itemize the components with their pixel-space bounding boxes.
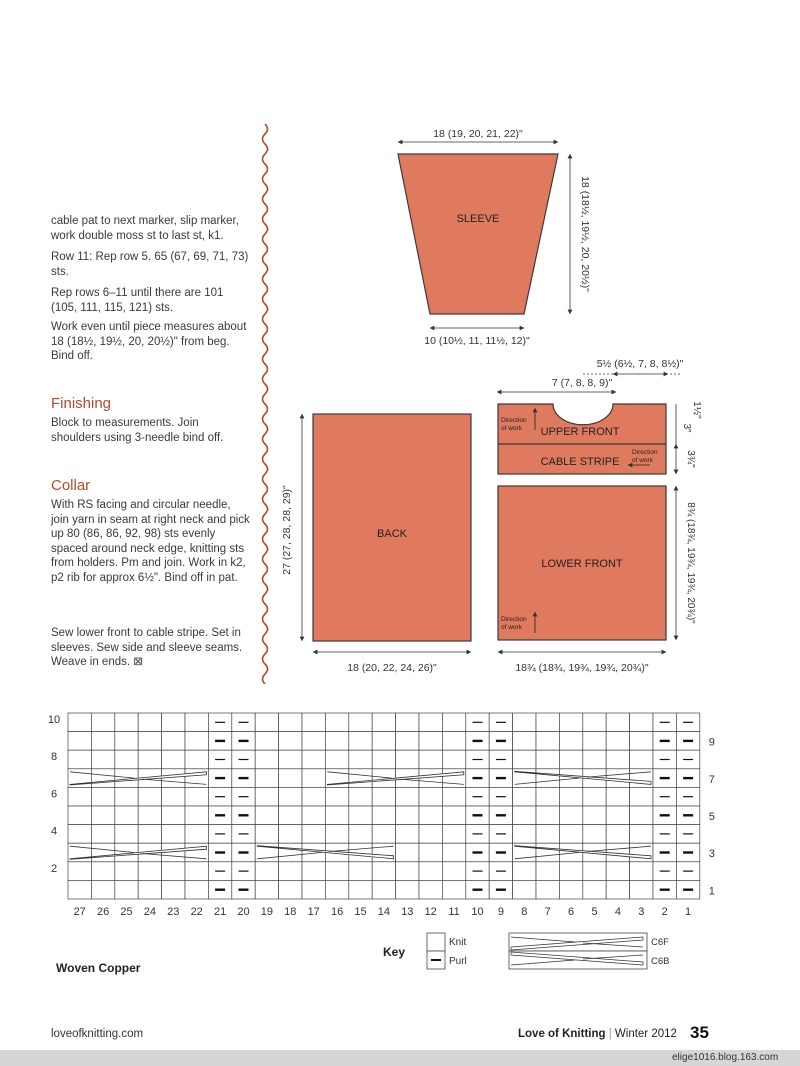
chart-cell	[115, 806, 138, 825]
column-number: 5	[591, 906, 598, 918]
dim-3-75: 3¾"	[685, 450, 696, 468]
chart-cell	[349, 750, 372, 769]
key-legend	[425, 931, 675, 973]
chart-cell	[513, 713, 536, 732]
chart-cell	[302, 880, 325, 899]
chart-cell	[396, 713, 419, 732]
chart-cell	[68, 750, 91, 769]
chart-cell	[513, 806, 536, 825]
row-number-right: 9	[708, 736, 715, 749]
chart-cell	[583, 732, 606, 751]
chart-cell	[606, 806, 629, 825]
column-number: 12	[424, 906, 437, 918]
chart-cell	[255, 713, 278, 732]
chart-cell	[185, 750, 208, 769]
chart-cell	[559, 713, 582, 732]
chart-cell	[442, 750, 465, 769]
chart-cell	[162, 713, 185, 732]
chart-cell	[372, 825, 395, 844]
column-number: 2	[661, 906, 668, 918]
chart-cell	[185, 713, 208, 732]
chart-cell	[419, 843, 442, 862]
key-knit: Knit	[449, 937, 467, 948]
column-number: 6	[568, 906, 575, 918]
watermark: elige1016.blog.163.com	[672, 1052, 779, 1063]
chart-cell	[442, 787, 465, 806]
chart-cell	[372, 713, 395, 732]
chart-cell	[162, 732, 185, 751]
chart-cell	[536, 750, 559, 769]
cable-stripe-label: CABLE STRIPE	[540, 456, 620, 468]
chart-cell	[255, 750, 278, 769]
chart-cell	[325, 787, 348, 806]
chart-cell	[138, 825, 161, 844]
chart-cell	[372, 787, 395, 806]
chart-cell	[583, 806, 606, 825]
chart-cell	[583, 825, 606, 844]
column-number: 21	[213, 906, 227, 918]
chart-cell	[396, 862, 419, 881]
chart-cell	[536, 880, 559, 899]
instructions-para-2: Row 11: Rep row 5. 65 (67, 69, 71, 73) sts.	[51, 251, 249, 278]
lower-front-direction: Direction of work	[501, 616, 527, 631]
row-number-left: 8	[50, 751, 58, 764]
row-number-left: 6	[50, 788, 58, 801]
chart-cell	[630, 862, 653, 881]
dim-1-5: 1½"	[691, 401, 702, 419]
chart-cell	[162, 862, 185, 881]
chart-cell	[583, 713, 606, 732]
chart-cell	[255, 806, 278, 825]
chart-cell	[279, 880, 302, 899]
chart-cell	[162, 880, 185, 899]
chart-cell	[138, 880, 161, 899]
chart-cell	[279, 713, 302, 732]
chart-cell	[91, 787, 114, 806]
sleeve-piece	[398, 154, 558, 314]
chart-cell	[536, 862, 559, 881]
chart-cell	[255, 787, 278, 806]
chart-cell	[115, 862, 138, 881]
chart-cell	[115, 787, 138, 806]
chart-cell	[279, 843, 302, 862]
key-purl: Purl	[449, 956, 467, 967]
column-number: 11	[448, 906, 460, 918]
chart-cell	[419, 862, 442, 881]
chart-cell	[442, 843, 465, 862]
chart-cell	[630, 806, 653, 825]
column-number: 3	[638, 906, 645, 918]
chart-cell	[68, 732, 91, 751]
sleeve-label: SLEEVE	[456, 213, 500, 225]
chart-cell	[419, 787, 442, 806]
schematic	[270, 120, 800, 685]
shoulder-dim: 7 (7, 8, 8, 9)"	[551, 377, 613, 389]
key-c6b: C6B	[651, 956, 670, 967]
chart-cell	[255, 825, 278, 844]
chart-cell	[91, 732, 114, 751]
chart-cell	[372, 862, 395, 881]
chart-cell	[559, 862, 582, 881]
chart-cell	[442, 862, 465, 881]
chart-cell	[325, 880, 348, 899]
column-number: 26	[96, 906, 110, 918]
chart-cell	[513, 787, 536, 806]
chart-cell	[442, 732, 465, 751]
chart-cell	[442, 825, 465, 844]
column-number: 15	[354, 906, 367, 918]
chart-cell	[115, 750, 138, 769]
chart-cell	[138, 732, 161, 751]
chart-cell	[91, 806, 114, 825]
column-number: 23	[167, 906, 180, 918]
back-label: BACK	[377, 528, 407, 540]
chart-cell	[91, 769, 114, 788]
chart-cell	[349, 732, 372, 751]
chart-cell	[536, 806, 559, 825]
lower-front-height-dim: 8¾ (18¾, 19¾, 19¾, 20¾)"	[685, 502, 696, 624]
chart-cell	[162, 787, 185, 806]
column-number: 13	[401, 906, 414, 918]
chart-cell	[279, 787, 302, 806]
sleeve-side-dim: 18 (18½, 19½, 20, 20½)"	[579, 176, 591, 292]
row-number-left: 10	[47, 714, 61, 726]
column-number: 24	[143, 906, 157, 918]
column-number: 10	[471, 906, 484, 918]
chart-cell	[279, 825, 302, 844]
chart-cell	[325, 862, 348, 881]
chart-cell	[606, 825, 629, 844]
chart-cell	[513, 825, 536, 844]
chart-cell	[325, 806, 348, 825]
row-number-right: 3	[708, 848, 715, 861]
chart-cell	[583, 880, 606, 899]
chart-cell	[536, 843, 559, 862]
chart-cell	[185, 825, 208, 844]
chart-cell	[68, 806, 91, 825]
column-number: 22	[190, 906, 203, 918]
chart-cell	[138, 806, 161, 825]
chart-cell	[442, 880, 465, 899]
chart-cell	[91, 880, 114, 899]
upper-front-label: UPPER FRONT	[540, 426, 620, 438]
chart-cell	[536, 769, 559, 788]
chart-cell	[606, 750, 629, 769]
column-number: 18	[284, 906, 297, 918]
chart-cell	[372, 806, 395, 825]
row-number-right: 1	[708, 885, 715, 898]
chart-cell	[372, 880, 395, 899]
key-c6f: C6F	[651, 937, 669, 948]
chart-cell	[559, 825, 582, 844]
key-title: Key	[383, 945, 406, 959]
chart-cell	[419, 806, 442, 825]
chart-cell	[255, 880, 278, 899]
chart-cell	[255, 732, 278, 751]
chart-cell	[630, 750, 653, 769]
chart-cell	[606, 880, 629, 899]
chart-cell	[396, 732, 419, 751]
chart-cell	[513, 862, 536, 881]
chart-cell	[630, 713, 653, 732]
chart-cell	[630, 825, 653, 844]
chart-cell	[279, 732, 302, 751]
chart-cell	[536, 825, 559, 844]
chart-cell	[349, 862, 372, 881]
finishing-text: Block to measurements. Join shoulders using 3-needle bind off.	[51, 417, 224, 444]
footer-credit: Love of Knitting | Winter 2012	[518, 1028, 677, 1040]
footer-issue: Winter 2012	[614, 1028, 677, 1040]
chart-cell	[325, 732, 348, 751]
chart-cell	[536, 713, 559, 732]
chart-cell	[349, 806, 372, 825]
chart-cell	[68, 880, 91, 899]
column-number: 20	[237, 906, 250, 918]
dim-3: 3"	[681, 423, 692, 433]
chart-cell	[442, 713, 465, 732]
row-number-left: 2	[50, 862, 58, 875]
chart-cell	[396, 787, 419, 806]
chart-cell	[396, 806, 419, 825]
chart-cell	[279, 769, 302, 788]
row-number-left: 4	[50, 825, 58, 838]
knitting-chart	[40, 705, 740, 920]
chart-cell	[372, 750, 395, 769]
chart-cell	[325, 750, 348, 769]
chart-cell	[115, 732, 138, 751]
chart-cell	[185, 787, 208, 806]
instructions-para-4: Work even until piece measures about 18 (18½, 19½, 20, 20½)" from beg. Bind off.	[51, 321, 247, 362]
chart-cell	[630, 787, 653, 806]
chart-cell	[372, 732, 395, 751]
column-number: 8	[521, 906, 528, 918]
footer-magazine: Love of Knitting	[518, 1028, 606, 1040]
chart-cell	[583, 862, 606, 881]
chart-cell	[630, 732, 653, 751]
chart-cell	[442, 806, 465, 825]
chart-cell	[138, 713, 161, 732]
chart-cell	[138, 862, 161, 881]
chart-cell	[91, 843, 114, 862]
column-number: 7	[544, 906, 551, 918]
back-height-dim: 27 (27, 28, 28, 29)"	[281, 485, 293, 575]
chart-cell	[91, 825, 114, 844]
chart-cell	[559, 880, 582, 899]
column-number: 27	[73, 906, 86, 918]
chart-cell	[162, 750, 185, 769]
chart-cell	[559, 806, 582, 825]
chart-cell	[115, 880, 138, 899]
chart-cell	[419, 825, 442, 844]
instructions-para-3: Rep rows 6–11 until there are 101 (105, 111, 115, 121) sts.	[51, 287, 224, 314]
chart-cell	[68, 825, 91, 844]
chart-cell	[559, 787, 582, 806]
chart-cell	[302, 825, 325, 844]
chart-cell	[513, 732, 536, 751]
chart-cell	[185, 862, 208, 881]
chart-cell	[419, 750, 442, 769]
chart-cell	[302, 806, 325, 825]
column-number: 4	[614, 906, 621, 918]
row-number-right: 7	[708, 773, 715, 786]
chart-cell	[279, 750, 302, 769]
chart-cell	[396, 880, 419, 899]
chart-cell	[396, 750, 419, 769]
final-text: Sew lower front to cable stripe. Set in sleeves. Sew side and sleeve seams. Weave in ends. ⊠	[51, 627, 243, 668]
collar-heading: Collar	[51, 477, 91, 494]
chart-cell	[162, 806, 185, 825]
chart-cell	[419, 880, 442, 899]
chart-cell	[91, 862, 114, 881]
chart-cell	[349, 787, 372, 806]
column-number: 16	[330, 906, 344, 918]
back-width-dim: 18 (20, 22, 24, 26)"	[347, 662, 437, 674]
chart-cell	[325, 825, 348, 844]
chart-cell	[396, 843, 419, 862]
chart-cell	[91, 750, 114, 769]
chart-cell	[279, 862, 302, 881]
chart-cell	[302, 750, 325, 769]
chart-cell	[279, 806, 302, 825]
chart-cell	[325, 713, 348, 732]
chart-cell	[419, 713, 442, 732]
chart-cell	[583, 787, 606, 806]
neck-dim: 5½ (6½, 7, 8, 8½)"	[596, 358, 684, 370]
chart-cell	[115, 825, 138, 844]
chart-cell	[349, 825, 372, 844]
upper-front-piece	[498, 404, 666, 444]
chart-cell	[302, 787, 325, 806]
footer-website: loveofknitting.com	[51, 1028, 144, 1040]
chart-cell	[419, 732, 442, 751]
chart-cell	[138, 750, 161, 769]
column-number: 14	[377, 906, 391, 918]
sleeve-top-dim: 18 (19, 20, 21, 22)"	[433, 128, 523, 140]
chart-cell	[349, 713, 372, 732]
chart-cell	[606, 862, 629, 881]
chart-cell	[138, 787, 161, 806]
chart-cell	[583, 750, 606, 769]
chart-cell	[302, 769, 325, 788]
finishing-heading: Finishing	[51, 395, 112, 412]
column-number: 19	[260, 906, 274, 918]
chart-cell	[68, 862, 91, 881]
chart-cell	[185, 732, 208, 751]
chart-cell	[559, 750, 582, 769]
chart-cell	[68, 787, 91, 806]
upper-front-direction: Direction of work	[501, 417, 527, 432]
chart-cell	[559, 732, 582, 751]
row-number-right: 5	[708, 811, 715, 823]
chart-cell	[302, 862, 325, 881]
chart-cell	[68, 713, 91, 732]
chart-cell	[162, 825, 185, 844]
chart-cell	[396, 825, 419, 844]
chart-cell	[536, 732, 559, 751]
lower-front-label: LOWER FRONT	[541, 558, 623, 570]
chart-cell	[185, 880, 208, 899]
chart-cell	[349, 769, 372, 788]
chart-cell	[536, 787, 559, 806]
chart-cell	[255, 862, 278, 881]
lower-front-width-dim: 18¾ (18¾, 19¾, 19¾, 20¾)"	[515, 662, 649, 674]
column-number: 9	[497, 906, 504, 918]
chart-cell	[606, 787, 629, 806]
instructions-para-1: cable pat to next marker, slip marker, work double moss st to last st, k1.	[51, 215, 239, 242]
column-number: 17	[307, 906, 320, 918]
chart-cell	[302, 732, 325, 751]
chart-cell	[606, 732, 629, 751]
collar-text: With RS facing and circular needle, join yarn in seam at right neck and pick up 80 (86, 86, 92, 98) sts evenly spaced around neck edge, knitting sts from holders. Pm and join. Work in k2, p2 rib for approx 6½". Bind off in pat.	[51, 499, 250, 584]
column-number: 25	[120, 906, 133, 918]
chart-cell	[630, 880, 653, 899]
sleeve-bottom-dim: 10 (10½, 11, 11½, 12)"	[424, 335, 530, 347]
chart-cell	[349, 880, 372, 899]
chart-title: Woven Copper	[56, 961, 141, 975]
chart-cell	[513, 880, 536, 899]
page-number: 35	[690, 1023, 709, 1042]
chart-cell	[255, 769, 278, 788]
chart-cell	[302, 713, 325, 732]
column-number: 1	[685, 906, 692, 918]
cable-stripe-direction: Direction of work	[632, 449, 658, 464]
chart-cell	[115, 713, 138, 732]
chart-cell	[91, 713, 114, 732]
chart-cell	[606, 713, 629, 732]
chart-cell	[513, 750, 536, 769]
chart-cell	[185, 806, 208, 825]
